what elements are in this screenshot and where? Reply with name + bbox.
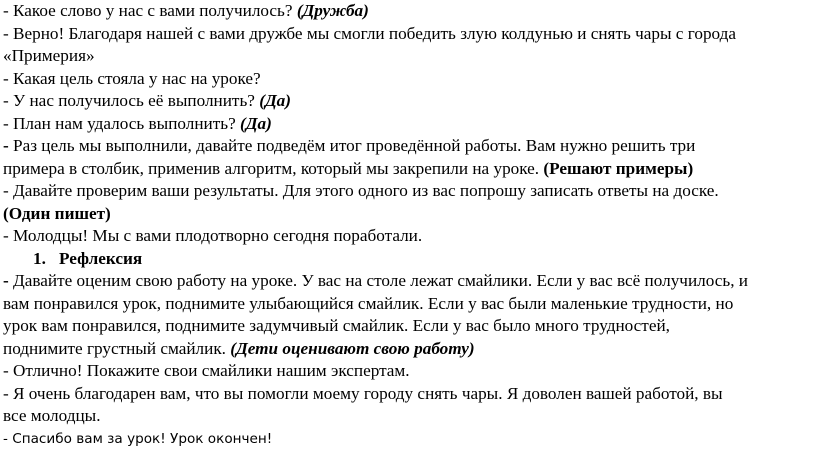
line-18	[3, 383, 812, 406]
line-8-text: примера в столбик, применив алгоритм, который мы закрепили на уроке.	[3, 158, 544, 178]
line-11-text: - Молодцы! Мы с вами плодотворно сегодня поработали.	[3, 226, 423, 245]
line-16-text: поднимите грустный смайлик.	[3, 338, 231, 358]
line-10	[3, 203, 812, 226]
line-13-text: Давайте оценим свою работу на уроке. У вас на столе лежат смайлики. Если у вас всё получилось, и	[13, 271, 748, 290]
line-6-answer: (Да)	[240, 113, 272, 133]
line-19-text: все молодцы.	[3, 406, 101, 425]
line-16	[3, 338, 812, 361]
line-14-text: вам понравился урок, поднимите улыбающийся смайлик. Если у вас были маленькие трудности, но	[3, 293, 734, 313]
line-9	[3, 180, 812, 203]
line-17	[3, 360, 812, 383]
section-heading-reflection	[3, 248, 812, 271]
line-15-text: урок вам понравился, поднимите задумчивый смайлик. Если у вас было много трудностей,	[3, 316, 670, 335]
line-2-text: - Верно! Благодаря нашей с вами дружбе мы смогли победить злую колдунью и снять чары с города	[3, 23, 737, 43]
line-13-dash: -	[3, 271, 14, 290]
line-8-action: (Решают примеры)	[543, 158, 694, 178]
line-6-text: - План нам удалось выполнить?	[3, 113, 241, 133]
line-5	[3, 90, 812, 113]
line-10-action: (Один пишет)	[3, 203, 111, 223]
line-4	[3, 68, 812, 91]
line-1-answer: (Дружба)	[296, 1, 369, 20]
line-19	[3, 405, 812, 428]
line-15	[3, 315, 812, 338]
line-7	[3, 135, 812, 158]
line-3-text: «Примерия»	[3, 46, 95, 65]
section-number: 1.	[33, 248, 46, 268]
line-17-text: - Отлично! Покажите свои смайлики нашим экспертам.	[3, 361, 410, 380]
line-11	[3, 225, 812, 248]
line-1	[3, 0, 812, 23]
line-1-text: - Какое слово у нас с вами получилось?	[3, 1, 297, 20]
line-7-dash: -	[3, 136, 14, 155]
line-14	[3, 293, 812, 316]
line-13	[3, 270, 812, 293]
line-7-text: Раз цель мы выполнили, давайте подведём итог проведённой работы. Вам нужно решить три	[13, 136, 696, 155]
line-20	[3, 428, 812, 450]
line-5-answer: (Да)	[259, 91, 292, 110]
line-4-text: - Какая цель стояла у нас на уроке?	[3, 68, 261, 88]
line-16-action: (Дети оценивают свою работу)	[230, 338, 475, 358]
line-5-text: - У нас получилось её выполнить?	[3, 91, 260, 110]
line-2	[3, 23, 812, 46]
line-3	[3, 45, 812, 68]
line-8	[3, 158, 812, 181]
line-9-text: - Давайте проверим ваши результаты. Для этого одного из вас попрошу записать ответы на доске.	[3, 181, 719, 200]
line-6	[3, 113, 812, 136]
line-18-text: - Я очень благодарен вам, что вы помогли моему городу снять чары. Я доволен вашей работой, вы	[3, 383, 723, 403]
section-title: Рефлексия	[59, 248, 143, 268]
line-20-text: - Спасибо вам за урок! Урок окончен!	[3, 430, 273, 447]
